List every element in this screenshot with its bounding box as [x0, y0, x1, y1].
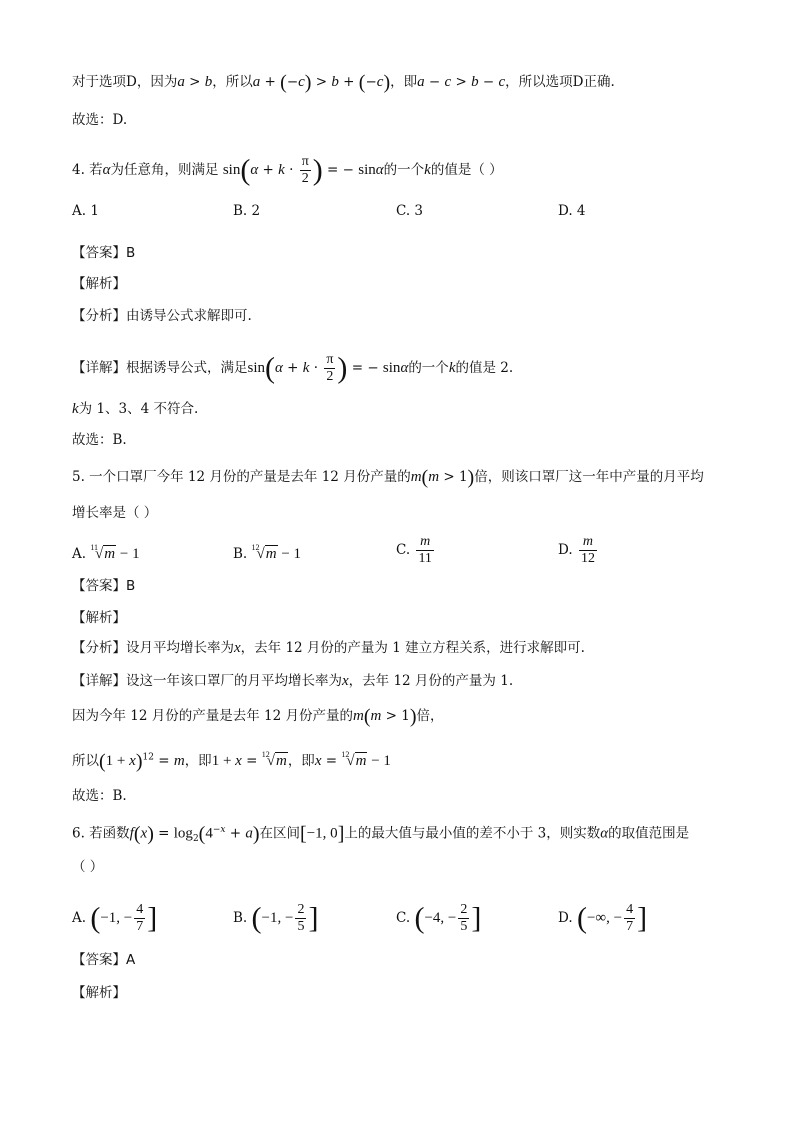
reason-line-5: 因为今年 12 月份的产量是去年 12 月份产量的m(m > 1)倍，: [72, 705, 444, 728]
question-5-stem: 5. 一个口罩厂今年 12 月份的产量是去年 12 月份产量的m(m > 1)倍，则该口罩厂这一年中产量的月平均: [72, 466, 704, 489]
detailed-solution-4: 【详解】根据诱导公式，满足sin(α + k · $\frac{\pi}{2}$ ) = − sinα的一个k的值是 2.: [72, 351, 514, 385]
equation-line-5: 所以$(1 + x)^{12} = m$，即1 + x = $^{12}$√m，即x = $^{12}$√m − 1: [72, 750, 391, 773]
analysis-heading-6: 【解析】: [72, 985, 126, 1001]
answer-tag-5: 【答案】B: [72, 578, 136, 594]
answer-choice-5: 故选：B.: [72, 788, 127, 804]
question-5-option-c: C. $\frac{m}{11}$: [396, 534, 432, 566]
question-5-option-b: B. $^{12}$√m − 1: [233, 543, 302, 562]
analysis-summary-5: 【分析】设月平均增长率为x，去年 12 月份的产量为 1 建立方程关系，进行求解即可.: [72, 640, 585, 656]
question-4-stem: 4. 若α为任意角，则满足 sin(α + k · $\frac{\pi}{2}$ ) = − sinα的一个k的值是（ ）: [72, 153, 503, 187]
option-d-explanation: 对于选项D，因为a > b，所以a + (−c) > b + (−c)，即a − c > b − c，所以选项D正确.: [72, 71, 615, 94]
answer-choice-4: 故选：B.: [72, 432, 127, 448]
question-6-option-c: C. (−4, − $\frac{2}{5}$ ]: [396, 901, 482, 935]
analysis-heading-5: 【解析】: [72, 610, 126, 626]
question-6-option-b: B. (−1, − $\frac{2}{5}$ ]: [233, 901, 319, 935]
answer-tag-4: 【答案】B: [72, 245, 136, 261]
question-5-option-d: D. $\frac{m}{12}$: [558, 534, 595, 566]
question-6-stem-cont: （ ）: [72, 859, 104, 875]
question-6-option-a: A. (−1, − $\frac{4}{7}$ ]: [72, 901, 158, 935]
analysis-summary-4: 【分析】由诱导公式求解即可.: [72, 308, 252, 324]
question-4-option-d: D. 4: [558, 203, 586, 219]
question-5-stem-cont: 增长率是（ ）: [72, 505, 158, 521]
question-4-option-a: A. 1: [72, 203, 99, 219]
question-4-option-b: B. 2: [233, 203, 261, 219]
analysis-heading-4: 【解析】: [72, 276, 126, 292]
answer-tag-6: 【答案】A: [72, 952, 136, 968]
question-5-option-a: A. $^{11}$√m − 1: [72, 543, 140, 562]
answer-choice-d: 故选：D.: [72, 112, 128, 128]
question-6-stem: 6. 若函数$f(x) = \log_2(4^{-x} + a)$在区间[−1, 0]上的最大值与最小值的差不小于 3，则实数α的取值范围是: [72, 823, 690, 845]
detailed-solution-5: 【详解】设这一年该口罩厂的月平均增长率为x，去年 12 月份的产量为 1.: [72, 673, 514, 689]
k-check-line: k为 1、3、4 不符合.: [72, 401, 199, 417]
question-6-option-d: D. (−∞, − $\frac{4}{7}$ ]: [558, 901, 648, 935]
question-4-option-c: C. 3: [396, 203, 424, 219]
